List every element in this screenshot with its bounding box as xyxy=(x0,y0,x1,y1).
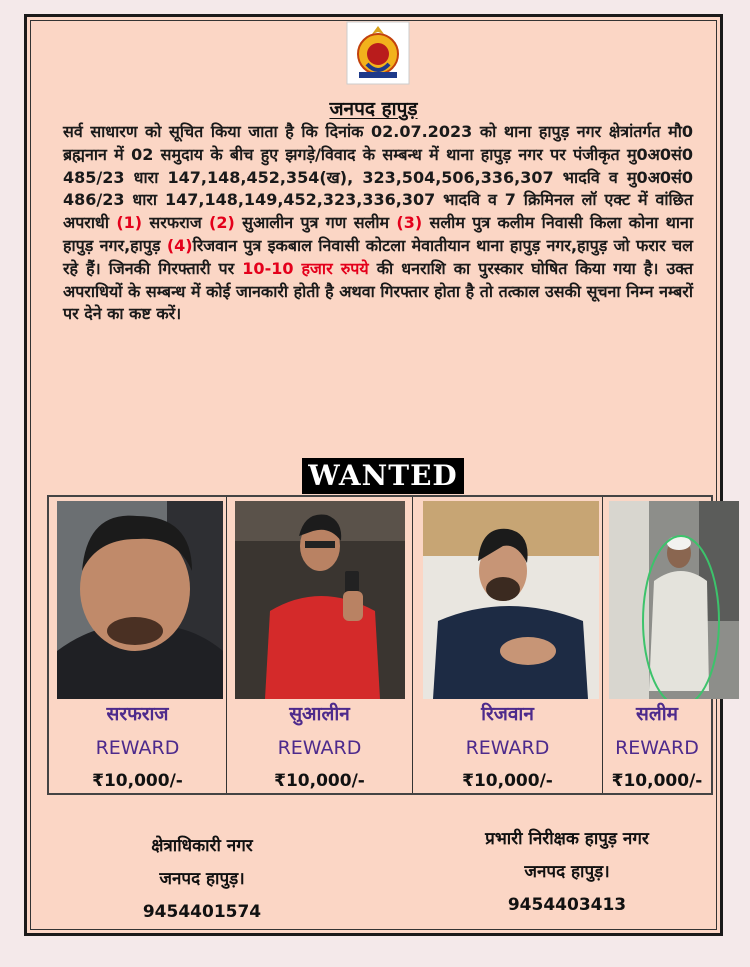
suspect-photo xyxy=(57,501,223,699)
reward-amount: ₹10,000/- xyxy=(611,771,703,791)
contact-block-co xyxy=(77,830,327,929)
district-title: जनपद हापुड़ xyxy=(329,98,418,120)
suspect-card xyxy=(227,497,413,793)
suspect-photo xyxy=(609,501,739,699)
reward-highlight: 10-10 हजार रुपये xyxy=(242,258,369,278)
contact-title: क्षेत्राधिकारी नगर xyxy=(151,836,253,856)
reward-amount: ₹10,000/- xyxy=(274,771,365,791)
suspect-name: सुआलीन xyxy=(289,703,350,725)
contact-phone: 9454401574 xyxy=(142,902,262,922)
wanted-poster xyxy=(24,14,723,936)
reward-label: REWARD xyxy=(465,737,550,759)
suspect-card xyxy=(413,497,603,793)
wanted-banner: WANTED xyxy=(302,458,464,494)
notice-text: सर्व साधारण को सूचित किया जाता है कि दिनांक 02.07.2023 को थाना हापुड़ नगर क्षेत्रांतर्गत मौ0 ब्रह्मनान में 02 समुदाय के बीच हुए झगड़े/विवाद के सम्बन्ध में थाना हापुड़ नगर पर पंजीकृत मु0अ0सं0 485/23 धारा 147,148,452,354(ख), 323,504,506,336,307 भादवि व मु0अ0सं0 486/23 धारा 147,148,149,452,323,336,307 भादवि व 7 क्रिमिनल लॉ एक्ट में वांछित अपराधी (1) सरफराज (2) सुआलीन पुत्र गण सलीम (3) सलीम पुत्र कलीम निवासी किला कोना थाना हापुड़ नगर,हापुड़ (4)रिजवान पुत्र इकबाल निवासी कोटला मेवातीयान थाना हापुड़ नगर,हापुड़ जो फरार चल रहे हैं। जिनकी गिरफ्तारी पर 10-10 हजार रुपये की धनराशि का पुरस्कार घोषित किया गया है। उक्त अपराधियों के सम्बन्ध में कोई जानकारी होती है अथवा गिरफ्तार होता है तो तत्काल उसकी सूचना निम्न नम्बरों पर देने का कष्ट करें। xyxy=(63,122,694,324)
up-police-emblem-icon xyxy=(345,20,411,86)
contact-block-inspector xyxy=(427,823,707,922)
contact-district: जनपद हापुड़। xyxy=(524,862,610,882)
reward-label: REWARD xyxy=(277,737,362,759)
suspect-name: सलीम xyxy=(635,703,678,725)
reward-amount: ₹10,000/- xyxy=(462,771,553,791)
suspect-name: रिजवान xyxy=(481,703,534,725)
suspects-grid xyxy=(47,495,713,795)
suspect-card xyxy=(603,497,711,793)
suspect-photo xyxy=(423,501,599,699)
contact-district: जनपद हापुड़। xyxy=(159,869,245,889)
contact-phone: 9454403413 xyxy=(507,895,627,915)
reward-label: REWARD xyxy=(95,737,180,759)
reward-amount: ₹10,000/- xyxy=(92,771,183,791)
suspect-photo xyxy=(235,501,405,699)
suspect-name: सरफराज xyxy=(106,703,169,725)
contact-title: प्रभारी निरीक्षक हापुड़ नगर xyxy=(485,829,649,849)
suspect-card xyxy=(49,497,227,793)
reward-label: REWARD xyxy=(615,737,699,759)
